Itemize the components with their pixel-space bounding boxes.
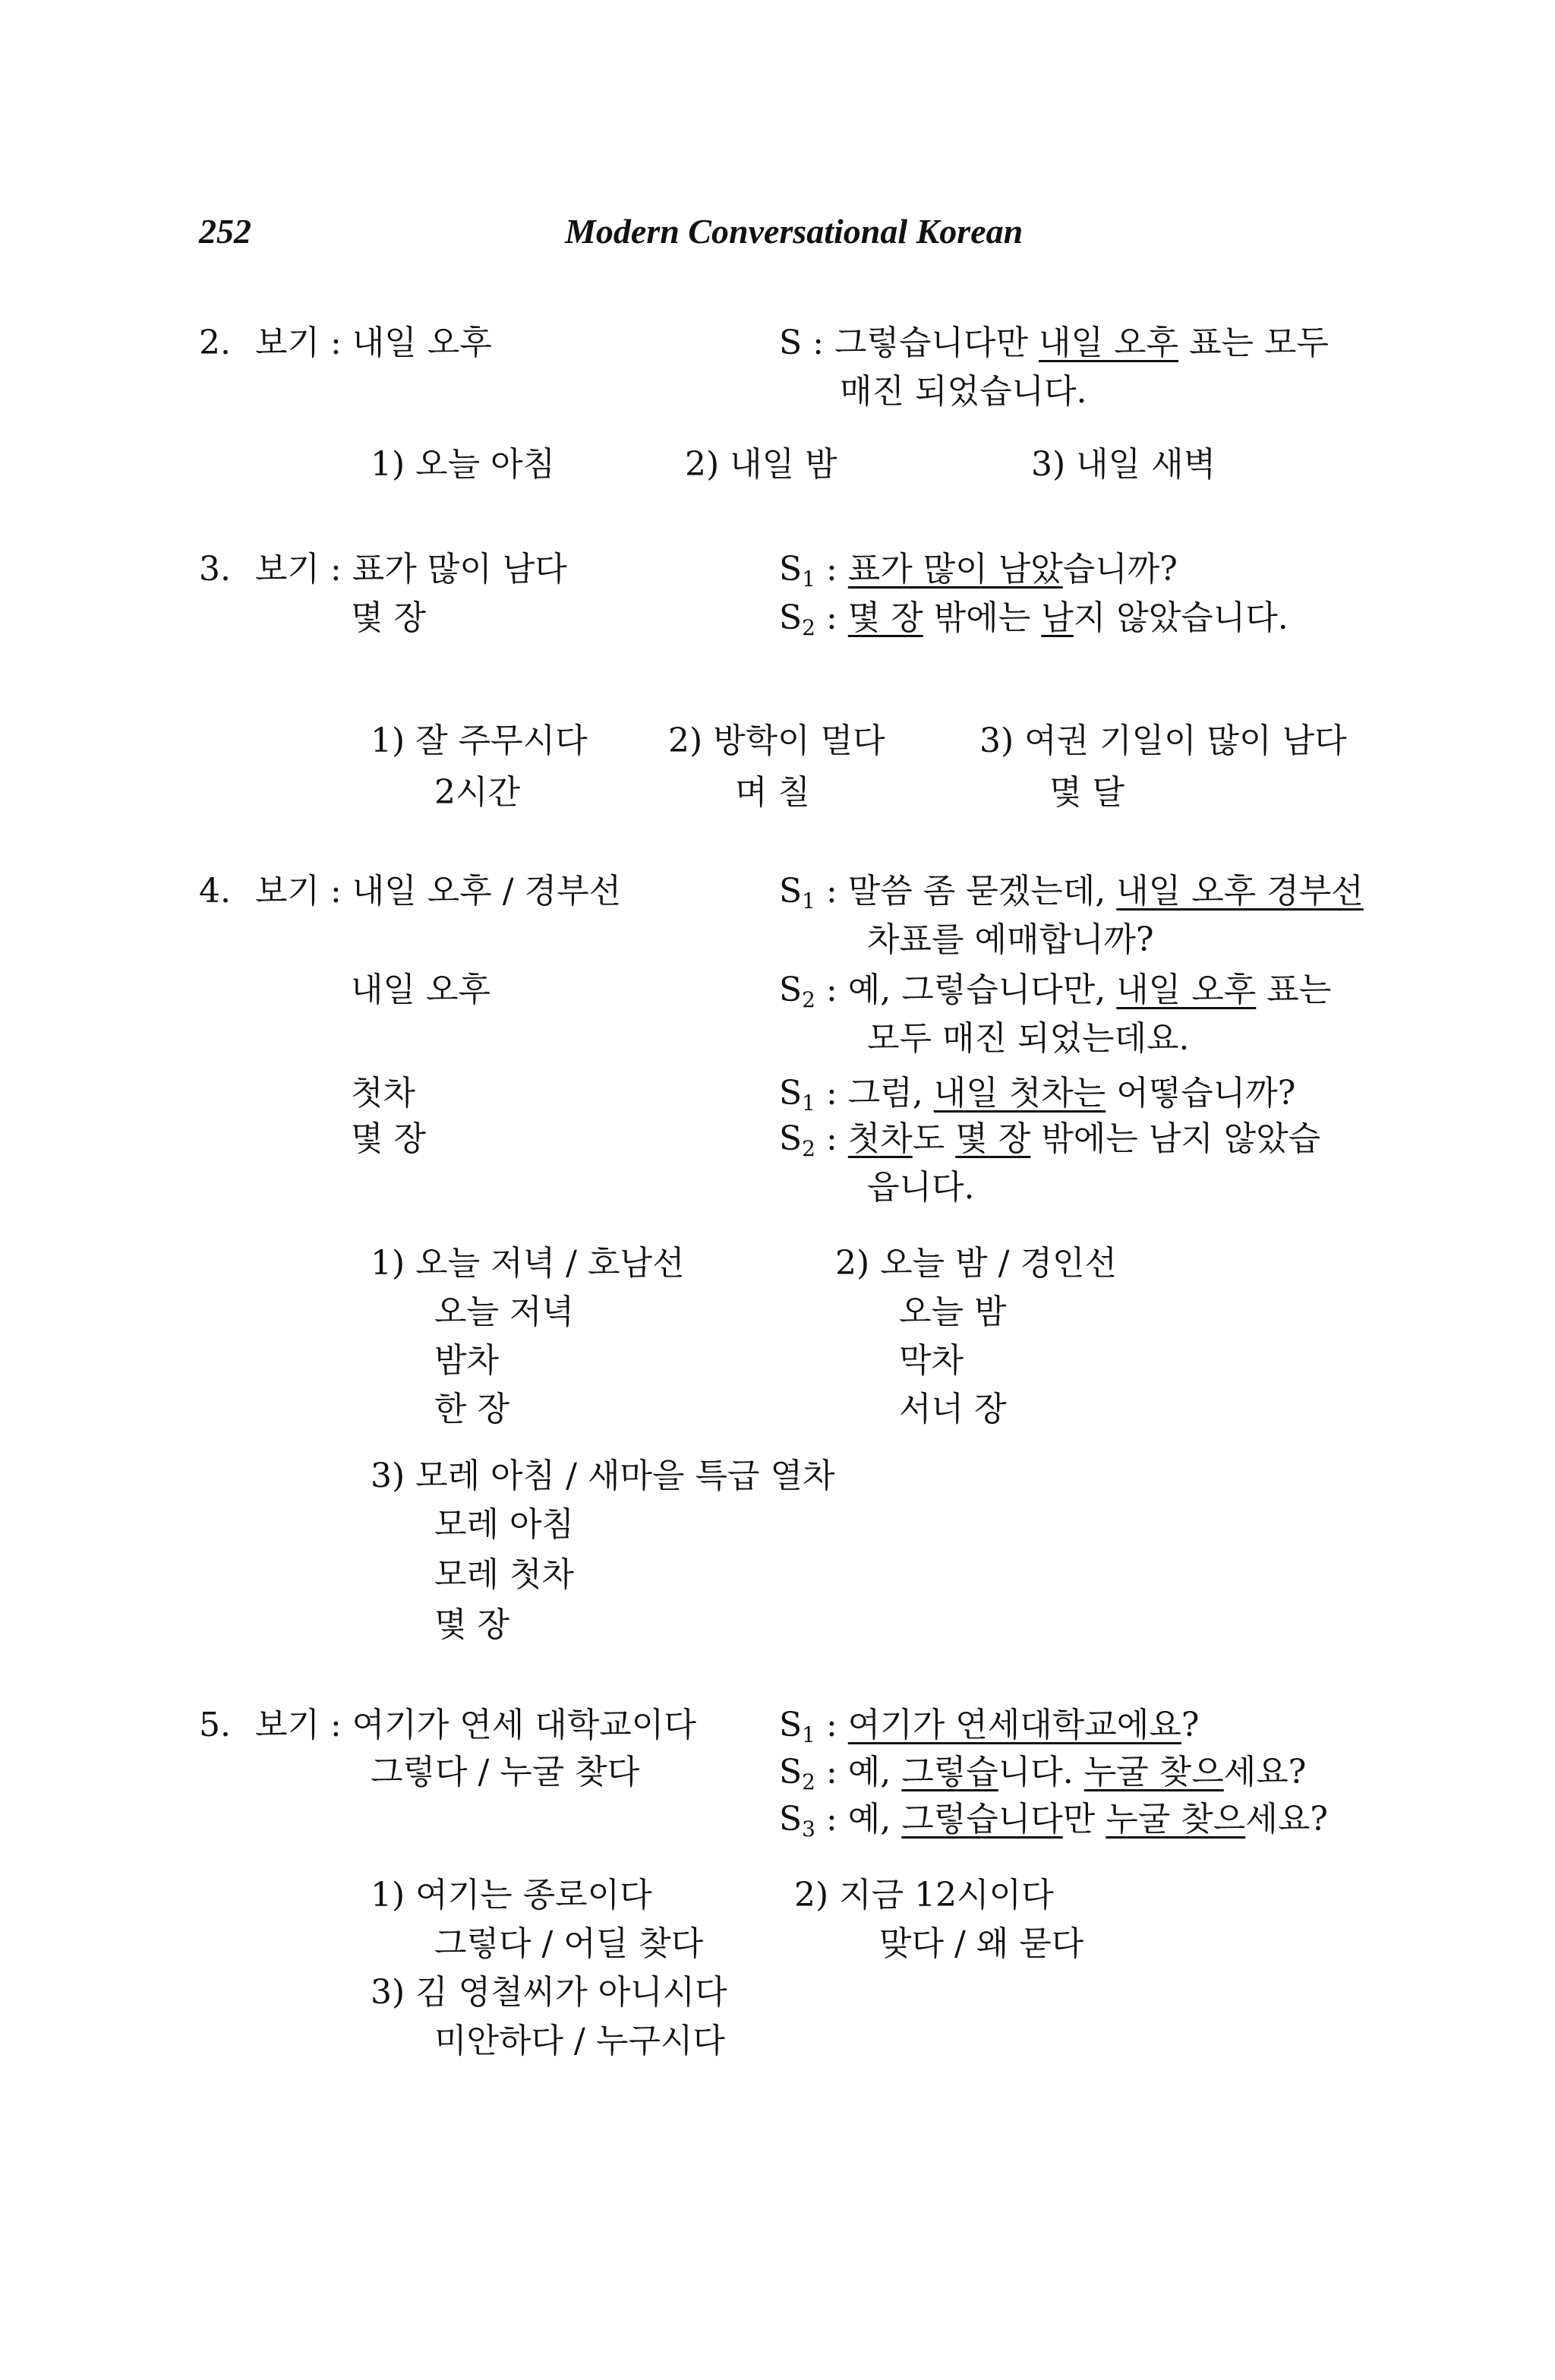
text: 습니까?: [1062, 550, 1178, 589]
text: 만: [1062, 1800, 1106, 1839]
exercise-2-response-line2: 매진 되었습니다.: [840, 372, 1087, 411]
underlined-phrase: 몇 장: [847, 598, 923, 637]
exercise-4-cue-1: 내일 오후: [351, 971, 491, 1009]
exercise-4-example: 보기 : 내일 오후 / 경부선: [255, 872, 622, 911]
exercise-5-s2: $S_2$ : 예, 그렇습니다. 누굴 찾으세요?: [779, 1753, 1307, 1794]
exercise-5-cue: 그렇다 / 누굴 찾다: [371, 1753, 640, 1791]
exercise-2-example: 보기 : 내일 오후: [255, 324, 492, 362]
text: 도: [912, 1119, 956, 1158]
exercise-4-s2a: $S_2$ : 예, 그렇습니다만, 내일 오후 표는: [779, 971, 1332, 1012]
exercise-2-item-3: 3) 내일 새벽: [1031, 445, 1216, 484]
exercise-4-item-3-cue-3: 몇 장: [434, 1605, 509, 1644]
underlined-phrase: 첫차: [847, 1119, 913, 1158]
text: 세요?: [1223, 1753, 1307, 1791]
exercise-4-item-1-cue-2: 밤차: [434, 1341, 500, 1380]
underlined-phrase: 내일 오후: [1116, 971, 1257, 1009]
text: 표는 모두: [1178, 324, 1329, 362]
exercise-4-number: 4.: [199, 872, 231, 911]
speaker-label: S: [779, 598, 803, 637]
exercise-3-item-2: 2) 방학이 멀다: [668, 721, 885, 760]
exercise-4-item-2-cue-2: 막차: [899, 1341, 964, 1380]
exercise-4-item-2-cue-1: 오늘 밤: [899, 1293, 1007, 1331]
exercise-5-item-1-cue: 그렇다 / 어딜 찾다: [434, 1924, 704, 1963]
exercise-3-item-2-cue: 며 칠: [735, 773, 810, 812]
text: 어떻습니까?: [1106, 1074, 1296, 1113]
exercise-4-cue-3: 몇 장: [351, 1119, 426, 1158]
exercise-4-item-2: 2) 오늘 밤 / 경인선: [835, 1244, 1117, 1283]
exercise-4-item-1-cue-3: 한 장: [434, 1390, 509, 1428]
exercise-4-s1a-line2: 차표를 예매합니까?: [867, 920, 1154, 959]
exercise-3-item-1-cue: 2시간: [434, 773, 521, 812]
text: 세요?: [1245, 1800, 1328, 1839]
text: 그럼,: [847, 1074, 934, 1113]
exercise-4-s2a-line2: 모두 매진 되었는데요.: [867, 1019, 1190, 1058]
text: 지 않았습니다.: [1073, 598, 1288, 637]
text: 밖에는 남지 않았습: [1030, 1119, 1321, 1158]
exercise-4-item-1-cue-1: 오늘 저녁: [434, 1293, 575, 1331]
speaker-index: 2: [802, 615, 815, 640]
exercise-5-item-2-cue: 맞다 / 왜 묻다: [879, 1924, 1084, 1963]
underlined-phrase: 내일 오후 경부선: [1116, 872, 1364, 911]
underlined-phrase: 남: [1041, 598, 1074, 637]
underlined-phrase: 누굴 찾으: [1083, 1753, 1224, 1791]
speaker-label: S: [779, 550, 803, 589]
exercise-5-s3: $S_3$ : 예, 그렇습니다만 누굴 찾으세요?: [779, 1800, 1328, 1842]
text: 그렇습니다만: [834, 324, 1039, 362]
exercise-4-item-3: 3) 모레 아침 / 새마을 특급 열차: [371, 1457, 835, 1495]
text: 니다.: [998, 1753, 1084, 1791]
underlined-phrase: 그렇습: [901, 1753, 998, 1791]
exercise-4-s2b: $S_2$ : 첫차도 몇 장 밖에는 남지 않았습: [779, 1119, 1321, 1161]
exercise-5-item-3: 3) 김 영철씨가 아니시다: [371, 1973, 727, 2012]
text: ?: [1181, 1706, 1200, 1744]
text: 말씀 좀 묻겠는데,: [847, 872, 1117, 911]
text: 표는: [1256, 971, 1332, 1009]
exercise-5-item-2: 2) 지금 12시이다: [794, 1876, 1054, 1914]
underlined-phrase: 여기가 연세대학교에요: [847, 1706, 1181, 1744]
speaker-index: 1: [802, 567, 815, 592]
exercise-4-item-2-cue-3: 서너 장: [899, 1390, 1007, 1428]
exercise-3-item-1: 1) 잘 주무시다: [371, 721, 588, 760]
exercise-2-item-1: 1) 오늘 아침: [371, 445, 556, 484]
text: 예,: [847, 1753, 902, 1791]
exercise-4-item-1: 1) 오늘 저녁 / 호남선: [371, 1244, 685, 1283]
exercise-4-s1b: $S_1$ : 그럼, 내일 첫차는 어떻습니까?: [779, 1074, 1296, 1116]
exercise-3-s2: $S_2$ : 몇 장 밖에는 남지 않았습니다.: [779, 598, 1288, 640]
exercise-3-example: 보기 : 표가 많이 남다: [255, 550, 567, 589]
underlined-phrase: 표가 많이 남았: [847, 550, 1063, 589]
exercise-5-s1: $S_1$ : 여기가 연세대학교에요?: [779, 1706, 1200, 1747]
exercise-5-item-1: 1) 여기는 종로이다: [371, 1876, 652, 1914]
exercise-3-s1: $S_1$ : 표가 많이 남았습니까?: [779, 550, 1178, 592]
underlined-phrase: 몇 장: [955, 1119, 1031, 1158]
exercise-3-cue: 몇 장: [351, 598, 426, 637]
exercise-3-item-3-cue: 몇 달: [1049, 773, 1124, 812]
exercise-3-number: 3.: [199, 550, 231, 589]
exercise-3-item-3: 3) 여권 기일이 많이 남다: [979, 721, 1347, 760]
exercise-2-item-2: 2) 내일 밤: [685, 445, 837, 484]
underlined-phrase: 내일 오후: [1038, 324, 1178, 362]
text: 밖에는: [923, 598, 1042, 637]
exercise-2-response: [779, 324, 1329, 362]
exercise-5-item-3-cue: 미안하다 / 누구시다: [434, 2022, 725, 2060]
speaker-label: S :: [779, 324, 834, 362]
underlined-phrase: 내일 첫차는: [933, 1074, 1106, 1113]
underlined-phrase: 누굴 찾으: [1106, 1800, 1246, 1839]
exercise-4-s2b-line2: 읍니다.: [867, 1168, 975, 1207]
running-title: Modern Conversational Korean: [565, 212, 1024, 251]
text: 예,: [847, 1800, 902, 1839]
exercise-4-s1a: $S_1$ : 말씀 좀 묻겠는데, 내일 오후 경부선: [779, 872, 1364, 914]
exercise-4-item-3-cue-2: 모레 첫차: [434, 1555, 575, 1594]
underlined-phrase: 그렇습니다: [901, 1800, 1063, 1839]
exercise-2-number: 2.: [199, 324, 231, 362]
text: 예, 그렇습니다만,: [847, 971, 1117, 1009]
page-number: 252: [199, 212, 251, 251]
exercise-4-cue-2: 첫차: [351, 1074, 416, 1113]
exercise-4-item-3-cue-1: 모레 아침: [434, 1505, 575, 1544]
exercise-5-number: 5.: [199, 1706, 231, 1744]
exercise-5-example: 보기 : 여기가 연세 대학교이다: [255, 1706, 696, 1744]
